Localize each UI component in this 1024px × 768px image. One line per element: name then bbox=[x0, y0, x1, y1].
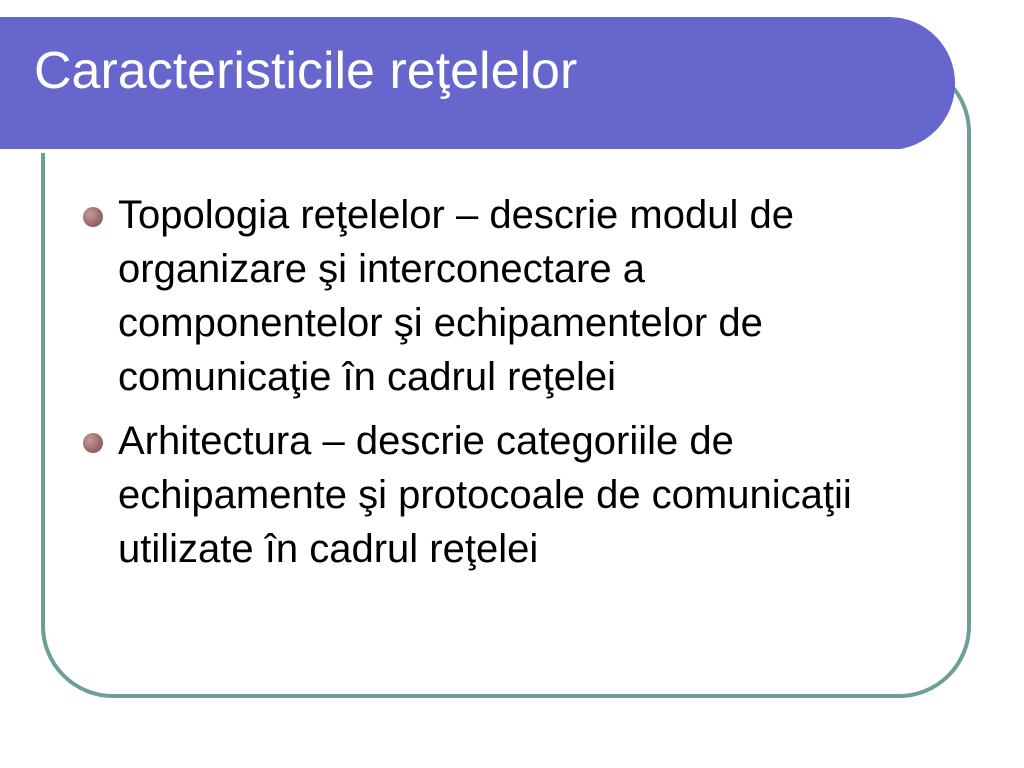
bullet-dot-icon bbox=[83, 433, 103, 453]
bullet-text: Arhitectura – descrie categoriile de echipamente şi protocoale de comunicaţii utilizate în cadrul reţelei bbox=[118, 419, 852, 571]
bullet-list bbox=[80, 188, 910, 586]
bullet-text: Topologia reţelelor – descrie modul de organizare şi interconectare a componentelor şi echipamentelor de comunicaţie în cadrul reţelei bbox=[118, 193, 794, 399]
title-underline bbox=[0, 149, 905, 153]
bullet-item-topology bbox=[80, 188, 910, 404]
slide-title: Caracteristicile reţelelor bbox=[34, 42, 578, 100]
bullet-item-architecture bbox=[80, 414, 910, 576]
bullet-dot-icon bbox=[83, 207, 103, 227]
